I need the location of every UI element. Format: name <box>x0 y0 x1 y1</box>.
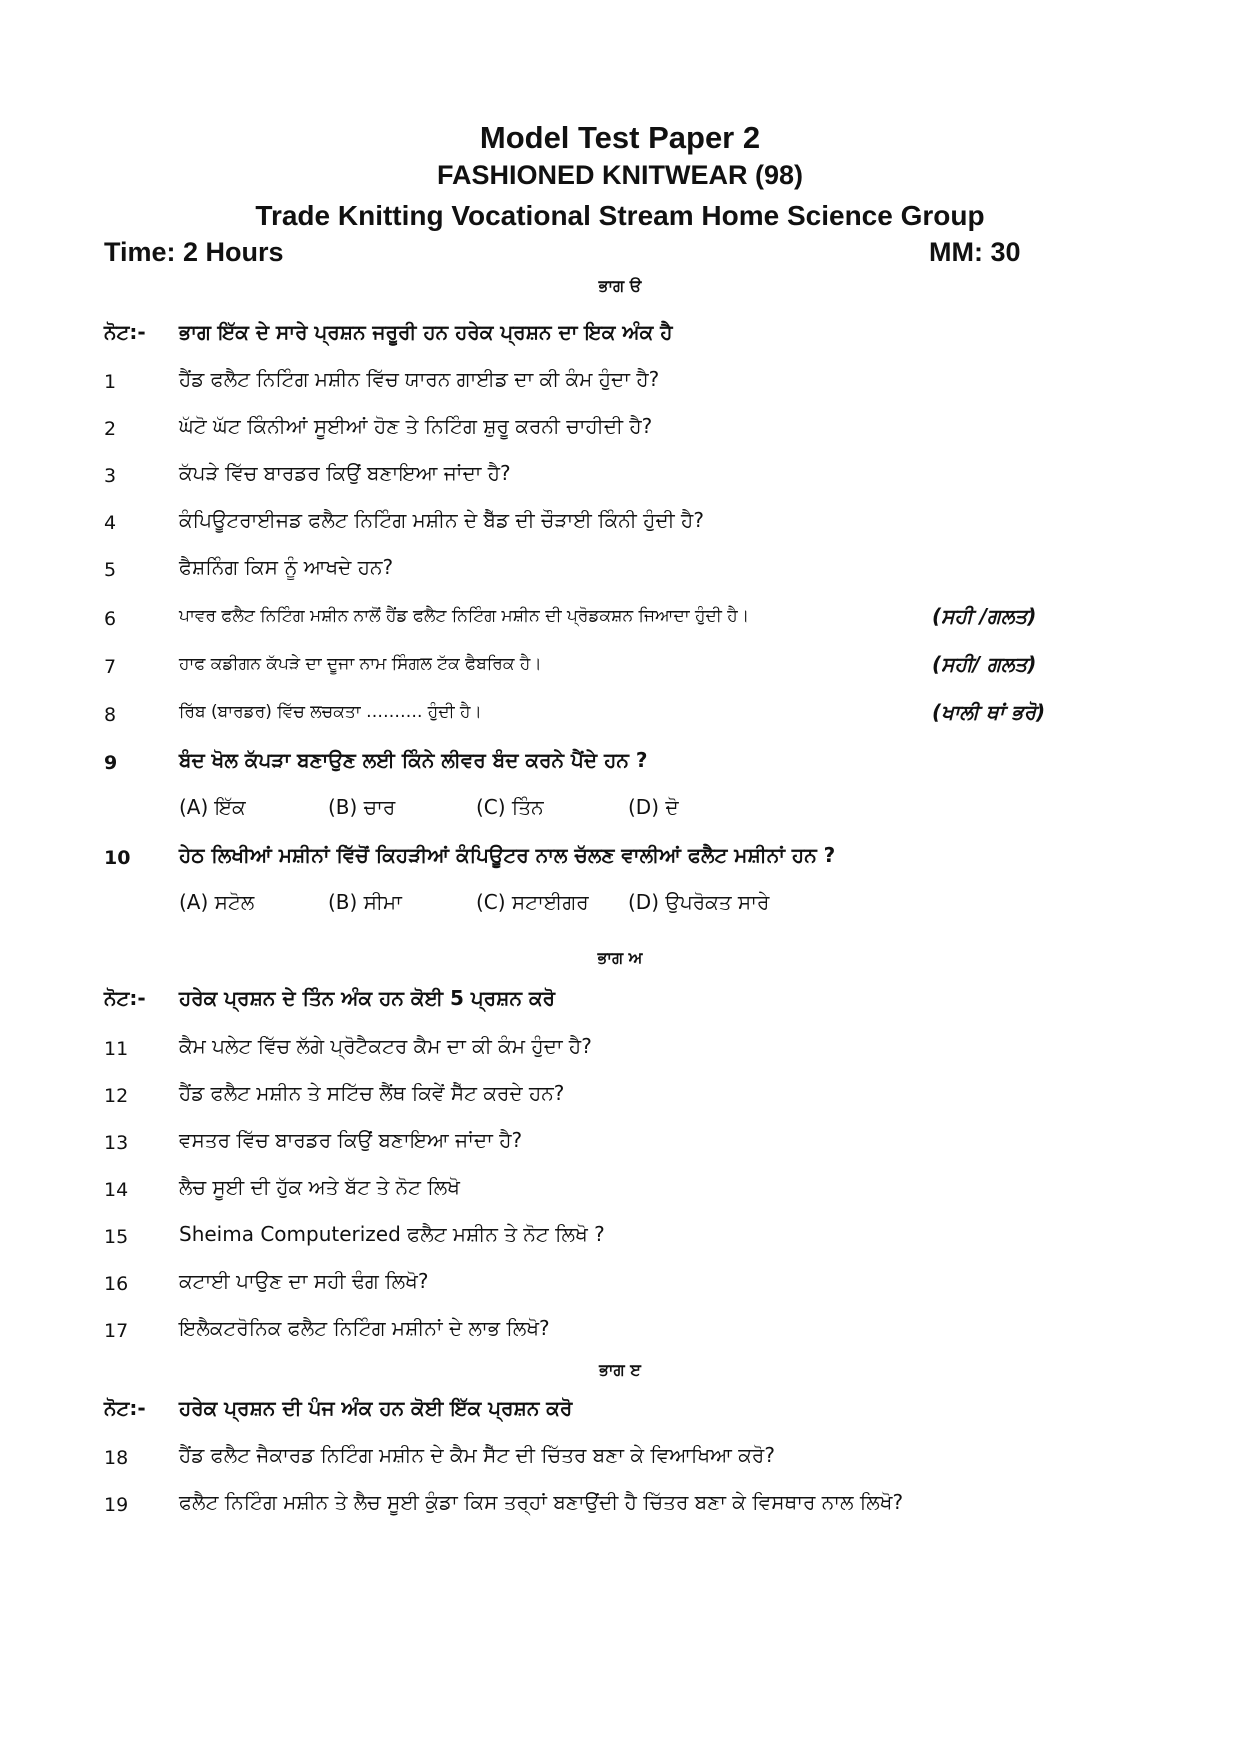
option-d: (D) ਦੋ <box>628 795 679 819</box>
question-item <box>104 1269 1144 1305</box>
question-number: 6 <box>104 608 117 630</box>
question-text: ਹੈਂਡ ਫਲੈਟ ਮਸ਼ੀਨ ਤੇ ਸਟਿੱਚ ਲੈਂਥ ਕਿਵੇਂ ਸੈੱਟ ਕਰਦੇ ਹਨ? <box>179 1081 565 1105</box>
paper-subject: FASHIONED KNITWEAR (98) <box>436 160 804 190</box>
question-text: ਰਿੱਬ (ਬਾਰਡਰ) ਵਿੱਚ ਲਚਕਤਾ ………. ਹੁੰਦੀ ਹੈ। <box>179 702 482 722</box>
question-item <box>104 1128 1144 1164</box>
question-number: 10 <box>104 847 131 869</box>
option-b: (B) ਸੀਮਾ <box>328 890 402 914</box>
question-item <box>104 604 1144 640</box>
question-item <box>104 700 1144 736</box>
question-number: 17 <box>104 1320 129 1342</box>
question-item <box>104 508 1144 544</box>
question-item <box>104 367 1144 403</box>
question-item <box>104 843 1144 879</box>
question-item <box>104 1490 1144 1526</box>
paper-stream: Trade Knitting Vocational Stream Home Science Group <box>255 200 985 231</box>
note-label: ਨੋਟ:- <box>104 1396 146 1420</box>
question-text: ਲੈਚ ਸੂਈ ਦੀ ਹੁੱਕ ਅਤੇ ਬੱਟ ਤੇ ਨੋਟ ਲਿਖੋ <box>179 1175 460 1199</box>
question-number: 7 <box>104 656 117 678</box>
section-note <box>104 986 1144 1022</box>
question-number: 9 <box>104 752 118 774</box>
question-item <box>104 1443 1144 1479</box>
question-number: 16 <box>104 1273 129 1295</box>
question-text: ਹਾਫ ਕਡੀਗਨ ਕੱਪੜੇ ਦਾ ਦੂਜਾ ਨਾਮ ਸਿੰਗਲ ਟੱਕ ਫੈਬਰਿਕ ਹੈ। <box>179 654 542 674</box>
section-heading: ਭਾਗ ਅ <box>597 948 643 967</box>
section-note <box>104 1396 1144 1432</box>
question-item <box>104 1081 1144 1117</box>
question-text: ਹੈਂਡ ਫਲੈਟ ਜੈਕਾਰਡ ਨਿਟਿੰਗ ਮਸ਼ੀਨ ਦੇ ਕੈਮ ਸੈੱਟ ਦੀ ਚਿੱਤਰ ਬਣਾ ਕੇ ਵਿਆਖਿਆ ਕਰੋ? <box>179 1443 775 1467</box>
question-text: ਇਲੈਕਟਰੋਨਿਕ ਫਲੈਟ ਨਿਟਿੰਗ ਮਸ਼ੀਨਾਂ ਦੇ ਲਾਭ ਲਿਖੋ? <box>179 1316 550 1340</box>
max-marks: MM: 30 <box>929 237 1021 267</box>
option-a: (A) ਸਟੋਲ <box>179 890 255 914</box>
question-text: ਫੈਸ਼ਨਿੰਗ ਕਿਸ ਨੂੰ ਆਖਦੇ ਹਨ? <box>179 555 394 579</box>
question-item <box>104 652 1144 688</box>
note-text: ਹਰੇਕ ਪ੍ਰਸ਼ਨ ਦੇ ਤਿੰਨ ਅੰਕ ਹਨ ਕੋਈ 5 ਪ੍ਰਸ਼ਨ ਕਰੋ <box>179 986 555 1010</box>
question-item <box>104 461 1144 497</box>
question-text: ਕੱਪੜੇ ਵਿੱਚ ਬਾਰਡਰ ਕਿਉਂ ਬਣਾਇਆ ਜਾਂਦਾ ਹੈ? <box>179 461 511 485</box>
section-note <box>104 320 1144 356</box>
question-number: 2 <box>104 418 117 440</box>
paper-title: Model Test Paper 2 <box>479 120 761 155</box>
question-number: 19 <box>104 1494 129 1516</box>
section-heading: ਭਾਗ ੳ <box>598 276 642 295</box>
question-text: Sheima Computerized ਫਲੈਟ ਮਸ਼ੀਨ ਤੇ ਨੋਟ ਲਿਖੋ ? <box>179 1222 605 1246</box>
question-number: 13 <box>104 1132 129 1154</box>
option-a: (A) ਇੱਕ <box>179 795 246 819</box>
question-number: 11 <box>104 1038 129 1060</box>
question-number: 15 <box>104 1226 129 1248</box>
question-item <box>104 1034 1144 1070</box>
note-label: ਨੋਟ:- <box>104 320 146 344</box>
option-d: (D) ਉਪਰੋਕਤ ਸਾਰੇ <box>628 890 770 914</box>
question-item <box>104 748 1144 784</box>
question-item <box>104 1222 1144 1258</box>
time-allowed: Time: 2 Hours <box>104 237 284 267</box>
question-number: 3 <box>104 465 117 487</box>
question-text: ਕਟਾਈ ਪਾਉਣ ਦਾ ਸਹੀ ਢੰਗ ਲਿਖੋ? <box>179 1269 429 1293</box>
note-label: ਨੋਟ:- <box>104 986 146 1010</box>
question-text: ਹੇਠ ਲਿਖੀਆਂ ਮਸ਼ੀਨਾਂ ਵਿੱਚੋਂ ਕਿਹੜੀਆਂ ਕੰਪਿਊਟਰ ਨਾਲ ਚੱਲਣ ਵਾਲੀਆਂ ਫਲੈਟ ਮਸ਼ੀਨਾਂ ਹਨ ? <box>179 843 836 867</box>
question-number: 1 <box>104 371 117 393</box>
question-number: 5 <box>104 559 117 581</box>
answer-type-tag: (ਸਹੀ /ਗਲਤ) <box>932 604 1037 628</box>
question-item <box>104 555 1144 591</box>
section-heading: ਭਾਗ ੲ <box>599 1360 641 1379</box>
question-number: 8 <box>104 704 117 726</box>
question-number: 12 <box>104 1085 129 1107</box>
option-c: (C) ਸਟਾਈਗਰ <box>476 890 589 914</box>
note-text: ਭਾਗ ਇੱਕ ਦੇ ਸਾਰੇ ਪ੍ਰਸ਼ਨ ਜਰੂਰੀ ਹਨ ਹਰੇਕ ਪ੍ਰਸ਼ਨ ਦਾ ਇਕ ਅੰਕ ਹੈ <box>179 320 673 344</box>
question-text: ਫਲੈਟ ਨਿਟਿੰਗ ਮਸ਼ੀਨ ਤੇ ਲੈਚ ਸੂਈ ਕੁੰਡਾ ਕਿਸ ਤਰ੍ਹਾਂ ਬਣਾਉਂਦੀ ਹੈ ਚਿੱਤਰ ਬਣਾ ਕੇ ਵਿਸਥਾਰ ਨਾਲ ਲਿਖੋ? <box>179 1490 904 1514</box>
note-text: ਹਰੇਕ ਪ੍ਰਸ਼ਨ ਦੀ ਪੰਜ ਅੰਕ ਹਨ ਕੋਈ ਇੱਕ ਪ੍ਰਸ਼ਨ ਕਰੋ <box>179 1396 573 1420</box>
question-text: ਹੈਂਡ ਫਲੈਟ ਨਿਟਿੰਗ ਮਸ਼ੀਨ ਵਿੱਚ ਯਾਰਨ ਗਾਈਡ ਦਾ ਕੀ ਕੰਮ ਹੁੰਦਾ ਹੈ? <box>179 367 660 391</box>
question-item <box>104 414 1144 450</box>
question-item <box>104 1316 1144 1352</box>
question-number: 18 <box>104 1447 129 1469</box>
question-number: 4 <box>104 512 117 534</box>
answer-type-tag: (ਸਹੀ/ ਗਲਤ) <box>932 652 1037 676</box>
question-text: ਬੰਦ ਖੋਲ ਕੱਪੜਾ ਬਣਾਉਣ ਲਈ ਕਿੰਨੇ ਲੀਵਰ ਬੰਦ ਕਰਨੇ ਪੈਂਦੇ ਹਨ ? <box>179 748 648 772</box>
question-text: ਪਾਵਰ ਫਲੈਟ ਨਿਟਿੰਗ ਮਸ਼ੀਨ ਨਾਲੋਂ ਹੈਂਡ ਫਲੈਟ ਨਿਟਿੰਗ ਮਸ਼ੀਨ ਦੀ ਪ੍ਰੋਡਕਸ਼ਨ ਜਿਆਦਾ ਹੁੰਦੀ ਹੈ। <box>179 606 750 626</box>
question-text: ਕੈਮ ਪਲੇਟ ਵਿੱਚ ਲੱਗੇ ਪ੍ਰੋਟੈਕਟਰ ਕੈਮ ਦਾ ਕੀ ਕੰਮ ਹੁੰਦਾ ਹੈ? <box>179 1034 592 1058</box>
option-c: (C) ਤਿੰਨ <box>476 795 544 819</box>
question-text: ਵਸਤਰ ਵਿੱਚ ਬਾਰਡਰ ਕਿਉਂ ਬਣਾਇਆ ਜਾਂਦਾ ਹੈ? <box>179 1128 523 1152</box>
question-text: ਘੱਟੋ ਘੱਟ ਕਿੰਨੀਆਂ ਸੂਈਆਂ ਹੋਣ ਤੇ ਨਿਟਿੰਗ ਸ਼ੁਰੂ ਕਰਨੀ ਚਾਹੀਦੀ ਹੈ? <box>179 414 653 438</box>
question-text: ਕੰਪਿਊਟਰਾਈਜਡ ਫਲੈਟ ਨਿਟਿੰਗ ਮਸ਼ੀਨ ਦੇ ਬੈੱਡ ਦੀ ਚੌੜਾਈ ਕਿੰਨੀ ਹੁੰਦੀ ਹੈ? <box>179 508 704 532</box>
answer-type-tag: (ਖਾਲੀ ਥਾਂ ਭਰੋ) <box>932 700 1046 724</box>
question-item <box>104 1175 1144 1211</box>
question-number: 14 <box>104 1179 129 1201</box>
option-b: (B) ਚਾਰ <box>328 795 396 819</box>
